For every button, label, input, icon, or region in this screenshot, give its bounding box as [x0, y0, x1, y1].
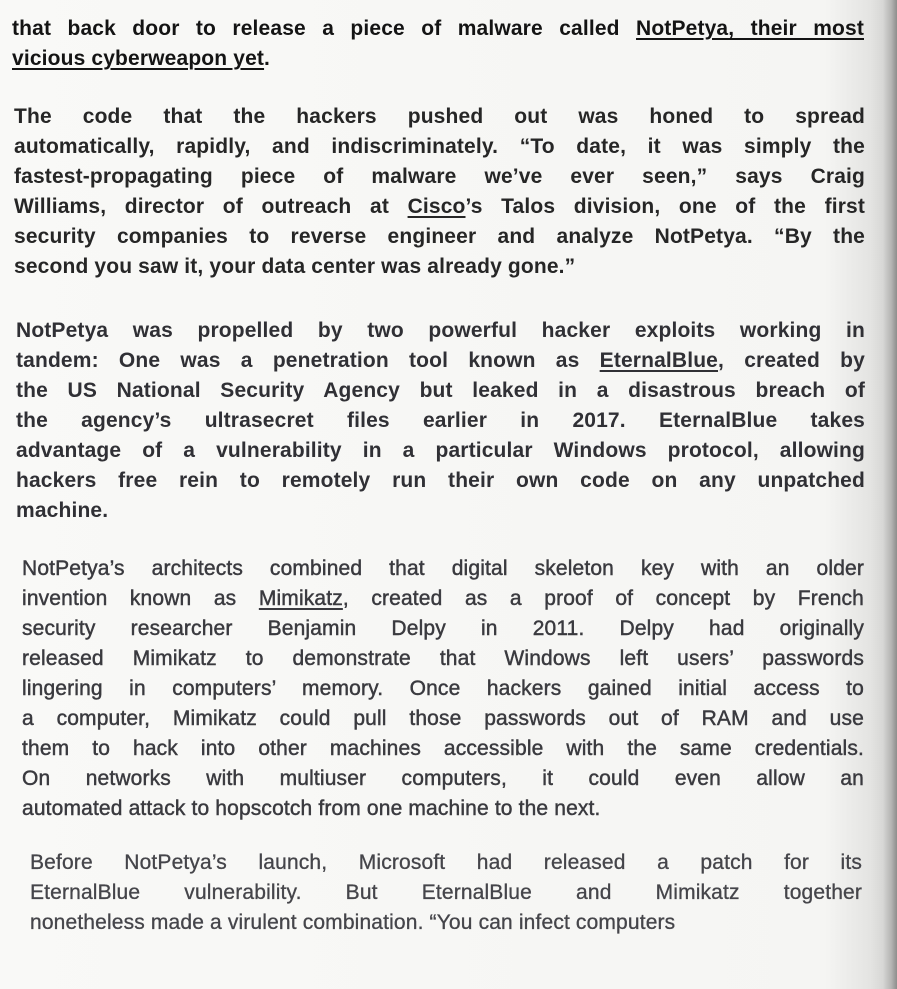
text-line: [22, 674, 864, 704]
text-line: [14, 192, 865, 222]
text-segment: fastest-propagating piece of malware we’ve ever seen,” says Craig: [14, 165, 865, 188]
article-link[interactable]: vicious cyberweapon yet: [12, 47, 265, 70]
paragraph-mimikatz: [22, 554, 864, 824]
text-line: [14, 252, 865, 282]
paragraph-microsoft-patch: [30, 848, 862, 938]
text-segment: that back door to release a piece of malware called: [12, 17, 637, 40]
text-line: [22, 584, 864, 614]
text-segment: released Mimikatz to demonstrate that Windows left users’ passwords: [22, 647, 864, 670]
text-segment: invention known as: [22, 587, 259, 610]
text-line: [12, 44, 864, 74]
page-edge-shadow: [883, 0, 897, 989]
text-segment: NotPetya was propelled by two powerful hacker exploits working in: [16, 319, 865, 342]
text-segment: lingering in computers’ memory. Once hackers gained initial access to: [22, 677, 864, 700]
text-line: [22, 794, 864, 824]
text-segment: a computer, Mimikatz could pull those passwords out of RAM and use: [22, 707, 864, 730]
text-segment: them to hack into other machines accessible with the same credentials.: [22, 737, 864, 760]
text-segment: the US National Security Agency but leaked in a disastrous breach of: [16, 379, 865, 402]
text-segment: , created as a proof of concept by French: [342, 587, 864, 610]
text-line: [30, 878, 862, 908]
text-segment: Williams, director of outreach at: [14, 195, 408, 218]
text-segment: On networks with multiuser computers, it could even allow an: [22, 767, 864, 790]
text-line: [16, 346, 865, 376]
text-segment: security companies to reverse engineer and analyze NotPetya. “By the: [14, 225, 865, 248]
text-segment: automatically, rapidly, and indiscriminately. “To date, it was simply the: [14, 135, 865, 158]
text-line: [16, 376, 865, 406]
text-line: [30, 908, 862, 938]
text-segment: hackers free rein to remotely run their own code on any unpatched: [16, 469, 865, 492]
text-line: [16, 496, 865, 526]
text-line: [16, 436, 865, 466]
text-segment: machine.: [16, 499, 109, 522]
text-segment: Before NotPetya’s launch, Microsoft had released a patch for its: [30, 851, 862, 874]
text-segment: second you saw it, your data center was already gone.”: [14, 255, 576, 278]
article-link[interactable]: Mimikatz: [258, 587, 343, 610]
text-line: [16, 406, 865, 436]
text-line: [16, 316, 865, 346]
text-segment: tandem: One was a penetration tool known as: [16, 349, 600, 372]
text-segment: nonetheless made a virulent combination. “You can infect computers: [30, 911, 676, 934]
text-segment: advantage of a vulnerability in a particular Windows protocol, allowing: [16, 439, 865, 462]
text-line: [30, 848, 862, 878]
text-line: [14, 102, 865, 132]
text-segment: automated attack to hopscotch from one machine to the next.: [22, 797, 601, 820]
text-line: [14, 132, 865, 162]
paragraph-notpetya-backdoor: [12, 14, 864, 74]
text-segment: .: [264, 47, 271, 70]
article-link[interactable]: NotPetya, their most: [636, 17, 864, 40]
text-segment: NotPetya’s architects combined that digital skeleton key with an older: [22, 557, 864, 580]
article-link[interactable]: Cisco: [407, 195, 466, 218]
text-line: [22, 554, 864, 584]
text-segment: the agency’s ultrasecret files earlier in 2017. EternalBlue takes: [16, 409, 865, 432]
text-line: [12, 14, 864, 44]
text-line: [14, 222, 865, 252]
text-line: [14, 162, 865, 192]
text-line: [22, 614, 864, 644]
text-line: [22, 704, 864, 734]
text-segment: security researcher Benjamin Delpy in 2011. Delpy had originally: [22, 617, 864, 640]
text-line: [22, 764, 864, 794]
paragraph-fastest-propagating: [14, 102, 865, 282]
text-line: [16, 466, 865, 496]
text-segment: ’s Talos division, one of the first: [465, 195, 865, 218]
text-line: [22, 644, 864, 674]
paragraph-exploits-eternalblue: [16, 316, 865, 526]
text-segment: The code that the hackers pushed out was honed to spread: [14, 105, 865, 128]
text-segment: EternalBlue vulnerability. But EternalBlue and Mimikatz together: [30, 881, 862, 904]
text-segment: , created by: [718, 349, 865, 372]
text-line: [22, 734, 864, 764]
article-link[interactable]: EternalBlue: [599, 349, 719, 372]
